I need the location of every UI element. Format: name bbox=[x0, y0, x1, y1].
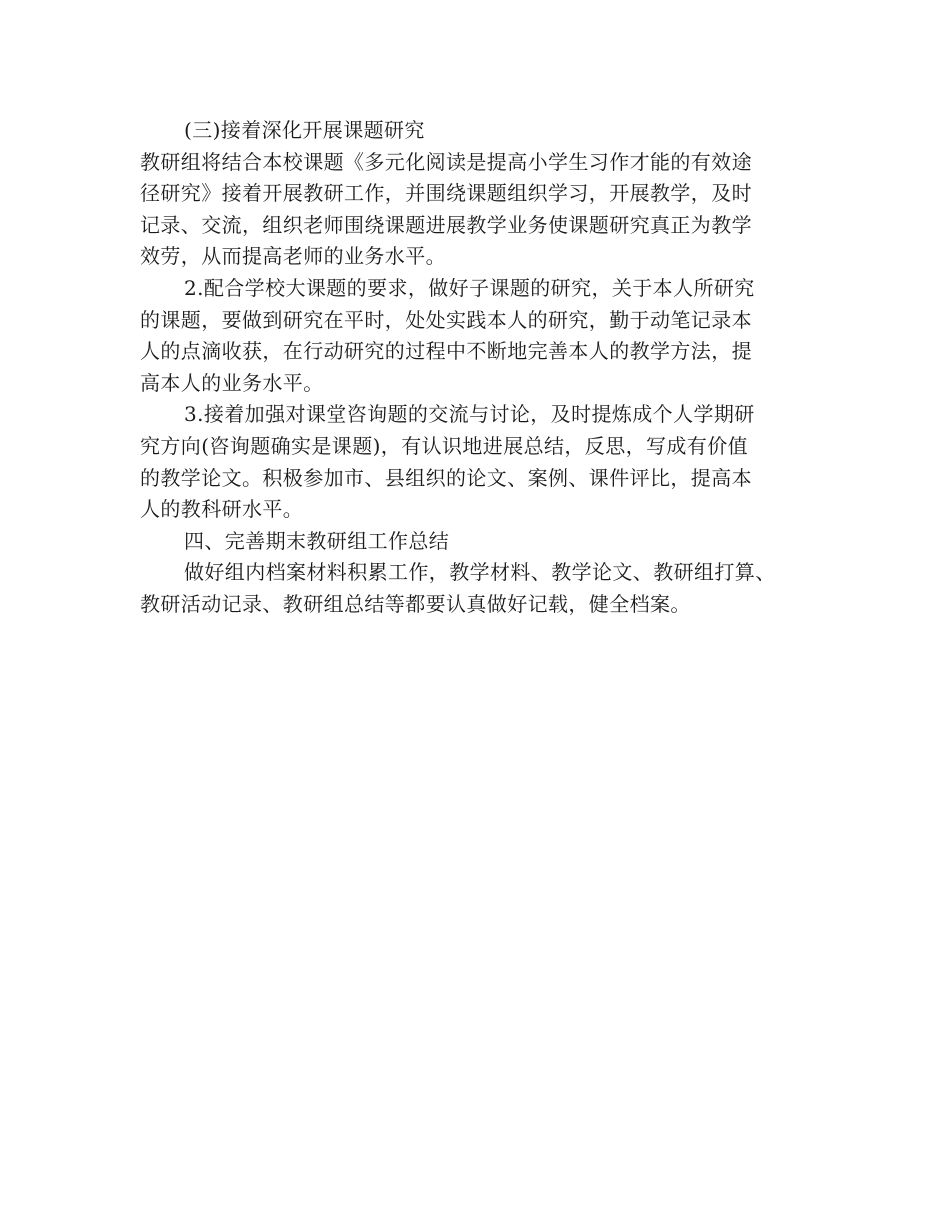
paragraph-line: 2.配合学校大课题的要求，做好子课题的研究，关于本人所研究 bbox=[184, 275, 755, 300]
paragraph-line: 径研究》接着开展教研工作，并围绕课题组织学习，开展教学，及时 bbox=[140, 181, 752, 206]
paragraph-line: 效劳，从而提高老师的业务水平。 bbox=[140, 244, 446, 269]
paragraph-line: 究方向(咨询题确实是课题)，有认识地进展总结，反思，写成有价值 bbox=[140, 433, 749, 458]
section-heading-4: 四、完善期末教研组工作总结 bbox=[184, 528, 450, 553]
paragraph-line: 教研组将结合本校课题《多元化阅读是提高小学生习作才能的有效途 bbox=[140, 149, 752, 174]
paragraph-line: 高本人的业务水平。 bbox=[140, 370, 324, 395]
paragraph-line: 的课题，要做到研究在平时，处处实践本人的研究，勤于动笔记录本 bbox=[140, 307, 752, 332]
paragraph-line: 做好组内档案材料积累工作，教学材料、教学论文、教研组打算、 bbox=[184, 560, 776, 585]
document-body bbox=[140, 115, 830, 621]
paragraph-line: 教研活动记录、教研组总结等都要认真做好记载，健全档案。 bbox=[140, 591, 691, 616]
paragraph-line: 人的点滴收获，在行动研究的过程中不断地完善本人的教学方法，提 bbox=[140, 339, 752, 364]
paragraph-line: 的教学论文。积极参加市、县组织的论文、案例、课件评比，提高本 bbox=[140, 465, 752, 490]
paragraph-line: 记录、交流，组织老师围绕课题进展教学业务使课题研究真正为教学 bbox=[140, 212, 752, 237]
section-heading-3: (三)接着深化开展课题研究 bbox=[184, 118, 425, 142]
paragraph-line: 3.接着加强对课堂咨询题的交流与讨论，及时提炼成个人学期研 bbox=[184, 402, 755, 427]
paragraph-line: 人的教科研水平。 bbox=[140, 497, 304, 522]
